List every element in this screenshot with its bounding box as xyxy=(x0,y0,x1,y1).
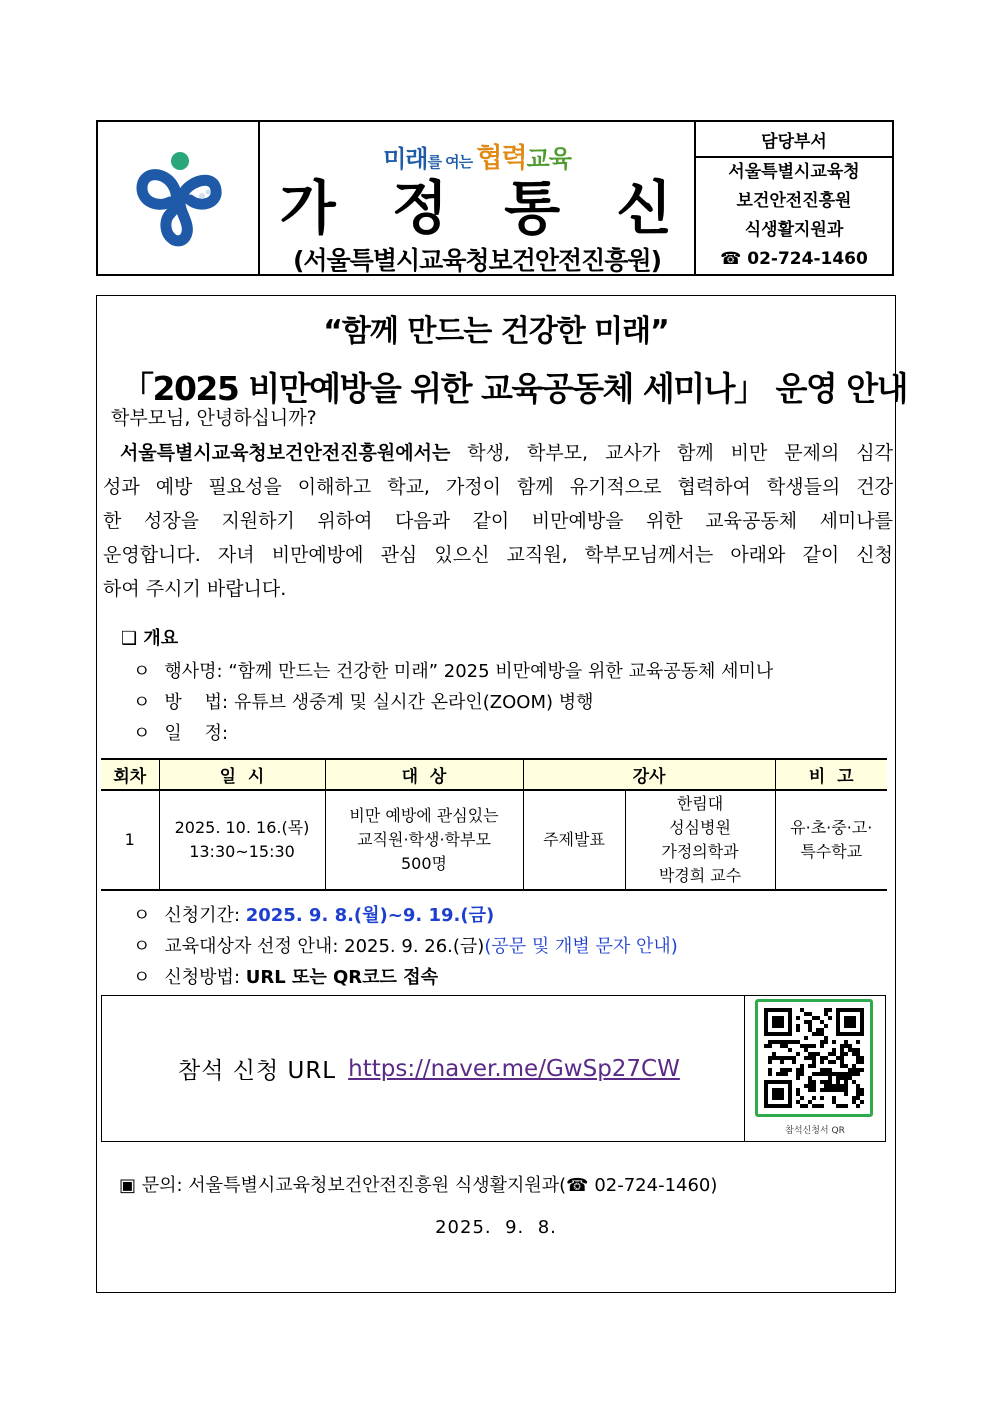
department-line: 보건안전진흥원 xyxy=(736,191,852,211)
paragraph-line: 한 성장을 지원하기 위하여 다음과 같이 비만예방을 위한 교육공동체 세미나를 xyxy=(103,510,893,532)
slogan-part5: 교육 xyxy=(526,145,571,173)
paragraph-bold-org: 서울특별시교육청보건안전진흥원에서는 xyxy=(119,442,451,464)
department-label: 담당부서 xyxy=(696,122,892,158)
cell-line: 성심병원 xyxy=(669,818,731,837)
qr-area xyxy=(745,996,885,1141)
cell-line: 교직원·학생·학부모 xyxy=(357,830,491,849)
col-header-round: 회차 xyxy=(101,759,159,790)
bullet-icon: ㅇ xyxy=(133,967,151,988)
title-cell xyxy=(260,122,696,274)
page-title: 가 정 통 신 xyxy=(279,174,691,242)
logo-cell xyxy=(98,122,260,274)
overview-item-text: 일 정: xyxy=(164,723,229,744)
page-subtitle: (서울특별시교육청보건안전진흥원) xyxy=(292,246,662,275)
table-header-row xyxy=(101,759,887,790)
overview-item-event xyxy=(133,657,773,683)
url-label: 참석 신청 URL xyxy=(178,1058,337,1084)
overview-item-text: 방 법: 유튜브 생중계 및 실시간 온라인(ZOOM) 병행 xyxy=(164,692,594,713)
slogan-part1: 미래 xyxy=(383,145,428,173)
application-period xyxy=(133,901,494,927)
headline-quote: “함께 만드는 건강한 미래” xyxy=(323,314,669,349)
notice-body xyxy=(96,295,907,1293)
intro-paragraph xyxy=(103,436,893,606)
cell-line: 한림대 xyxy=(676,794,724,813)
department-info xyxy=(696,158,892,274)
paragraph-line: 성과 예방 필요성을 이해하고 학교, 가정이 함께 유기적으로 협력하여 학생들의 건강 xyxy=(103,476,893,498)
overview-title: ❑ 개요 xyxy=(121,628,179,649)
selection-label: 교육대상자 선정 안내: 2025. 9. 26.(금) xyxy=(164,936,485,957)
cell-datetime xyxy=(159,790,325,890)
bullet-icon: ㅇ xyxy=(133,723,151,744)
department-line: 서울특별시교육청 xyxy=(728,162,860,182)
slogan-part3: 여는 xyxy=(445,153,477,171)
cell-line: 가정의학과 xyxy=(661,842,739,861)
paragraph-text: 학생, 학부모, 교사가 함께 비만 문제의 심각 xyxy=(450,442,894,464)
method-value: URL 또는 QR코드 접속 xyxy=(245,967,438,988)
cell-line: 유·초·중·고· xyxy=(790,818,873,837)
period-value: 2025. 9. 8.(월)~9. 19.(금) xyxy=(245,905,495,926)
cell-session: 주제발표 xyxy=(523,790,625,890)
cell-target xyxy=(325,790,523,890)
qr-code[interactable] xyxy=(755,999,873,1117)
paragraph-line: 하여 주시기 바랍니다. xyxy=(103,578,287,600)
method-label: 신청방법: xyxy=(164,967,246,988)
contact-info: ▣ 문의: 서울특별시교육청보건안전진흥원 식생활지원과(☎ 02-724-1460) xyxy=(119,1175,718,1196)
cell-round: 1 xyxy=(101,790,159,890)
cell-line: 500명 xyxy=(401,854,447,873)
bullet-icon: ㅇ xyxy=(133,661,151,682)
newsletter-header xyxy=(96,120,894,276)
period-label: 신청기간: xyxy=(164,905,246,926)
seoul-education-logo-icon xyxy=(128,148,228,248)
slogan-part2: 를 xyxy=(427,153,446,171)
issue-date: 2025. 9. 8. xyxy=(435,1217,557,1238)
slogan xyxy=(260,136,694,175)
bullet-icon: ㅇ xyxy=(133,905,151,926)
slogan-part4: 협력 xyxy=(476,143,527,174)
department-line: 식생활지원과 xyxy=(744,220,844,240)
paragraph-line: 운영합니다. 자녀 비만예방에 관심 있으신 교직원, 학부모님께서는 아래와 같이 신청 xyxy=(103,544,893,566)
overview-item-method xyxy=(133,688,594,714)
cell-line: 특수학교 xyxy=(800,842,863,861)
bullet-icon: ㅇ xyxy=(133,936,151,957)
cell-line: 13:30~15:30 xyxy=(189,842,295,861)
department-cell xyxy=(696,122,892,274)
cell-line: 비만 예방에 관심있는 xyxy=(349,806,499,825)
cell-line: 2025. 10. 16.(목) xyxy=(174,818,310,837)
cell-line: 박경희 교수 xyxy=(658,866,742,885)
cell-lecturer xyxy=(625,790,775,890)
bullet-icon: ㅇ xyxy=(133,692,151,713)
selection-note: (공문 및 개별 문자 안내) xyxy=(484,936,678,957)
paragraph-line xyxy=(103,436,893,470)
col-header-lecturer: 강사 xyxy=(523,759,775,790)
cell-note xyxy=(775,790,887,890)
application-method xyxy=(133,963,438,989)
greeting: 학부모님, 안녕하십니까? xyxy=(111,407,317,429)
qr-caption: 참석신청서 QR xyxy=(785,1126,845,1136)
application-url-link[interactable]: https://naver.me/GwSp27CW xyxy=(348,1055,680,1082)
url-area xyxy=(102,996,745,1141)
table-row xyxy=(101,790,887,890)
col-header-datetime: 일 시 xyxy=(159,759,325,790)
url-box xyxy=(101,995,886,1142)
headline-title: 「2025 비만예방을 위한 교육공동체 세미나」 운영 안내 xyxy=(121,369,907,408)
col-header-target: 대 상 xyxy=(325,759,523,790)
qr-code-icon xyxy=(764,1008,864,1108)
col-header-note: 비 고 xyxy=(775,759,887,790)
overview-item-schedule xyxy=(133,719,228,745)
department-phone: ☎ 02-724-1460 xyxy=(720,249,868,269)
selection-notice xyxy=(133,932,678,958)
overview-item-text: 행사명: “함께 만드는 건강한 미래” 2025 비만예방을 위한 교육공동체 세미나 xyxy=(164,661,774,682)
schedule-table xyxy=(101,758,887,891)
